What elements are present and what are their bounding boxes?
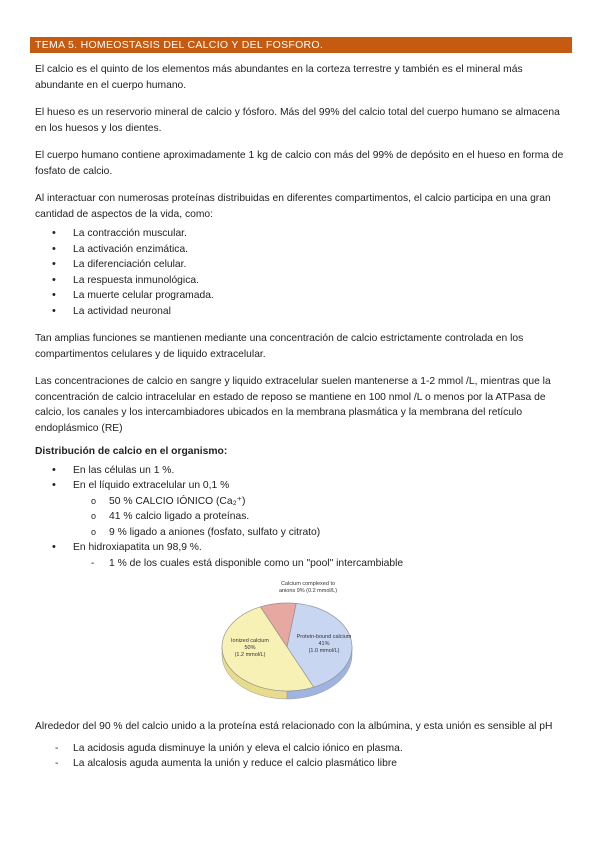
- label-protein-2: 41%: [318, 641, 330, 647]
- paragraph: El hueso es un reservorio mineral de calcio y fósforo. Más del 99% del calcio total del cuerpo humano se almacena en los huesos y los dientes.: [35, 107, 560, 134]
- aspects-list: [35, 226, 567, 319]
- list-item: • En las células un 1 %.: [35, 463, 567, 479]
- label-anion-2: anions 9% (0.2 mmol/L): [278, 588, 338, 594]
- extracellular-sublist: [35, 494, 567, 541]
- label-ionized-2: 50%: [244, 645, 256, 651]
- list-item: - La alcalosis aguda aumenta la unión y reduce el calcio plasmático libre: [35, 756, 567, 772]
- paragraph: Alrededor del 90 % del calcio unido a la proteína está relacionado con la albúmina, y esta unión es sensible al pH: [35, 721, 553, 732]
- label-ionized-3: (1.2 mmol/L): [234, 652, 266, 658]
- list-item: • La respuesta inmunológica.: [35, 273, 567, 289]
- calcium-pie-chart: [35, 577, 567, 707]
- ph-effects-list: [35, 741, 567, 772]
- hydroxy-sublist: [35, 556, 567, 572]
- list-item: - La acidosis aguda disminuye la unión y eleva el calcio iónico en plasma.: [35, 741, 567, 757]
- list-item: • La activación enzimática.: [35, 242, 567, 258]
- pie-svg: [220, 577, 355, 707]
- paragraph: Las concentraciones de calcio en sangre y liquido extracelular suelen mantenerse a 1-2 mmol /L, mientras que la concentración de calcio intracelular en estado de reposo se mantiene en 100 nmol /L o menos por la ATPasa de calcio, los canales y los intercambiadores ubicados en la membrana plasmática y la membrana del retículo endoplásmico (RE): [35, 376, 551, 434]
- label-ionized-1: Ionized calcium: [231, 638, 269, 644]
- document-body: [35, 62, 567, 772]
- list-item: - 1 % de los cuales está disponible como un "pool" intercambiable: [35, 556, 567, 572]
- list-item: o 50 % CALCIO IÓNICO (Ca₂⁺): [35, 494, 567, 510]
- list-item: • En hidroxiapatita un 98,9 %.: [35, 540, 567, 556]
- list-item: o 9 % ligado a aniones (fosfato, sulfato y citrato): [35, 525, 567, 541]
- distribution-list-2: [35, 540, 567, 556]
- paragraph: El cuerpo humano contiene aproximadamente 1 kg de calcio con más del 99% de depósito en el hueso en forma de fosfato de calcio.: [35, 150, 564, 177]
- paragraph: Tan amplias funciones se mantienen mediante una concentración de calcio estrictamente controlada en los compartimentos celulares y de liquido extracelular.: [35, 333, 524, 360]
- label-protein-1: Protein-bound calcium: [296, 634, 352, 640]
- label-protein-3: (1.0 mmol/L): [308, 648, 340, 654]
- label-anion-1: Calcium complexed to: [280, 581, 336, 587]
- list-item: • En el líquido extracelular un 0,1 %: [35, 478, 567, 494]
- list-item: o 41 % calcio ligado a proteínas.: [35, 509, 567, 525]
- distribution-heading: Distribución de calcio en el organismo:: [35, 446, 228, 457]
- list-item: • La contracción muscular.: [35, 226, 567, 242]
- list-item: • La diferenciación celular.: [35, 257, 567, 273]
- paragraph: Al interactuar con numerosas proteínas distribuidas en diferentes compartimentos, el calcio participa en una gran cantidad de aspectos de la vida, como:: [35, 193, 551, 220]
- section-title: TEMA 5. HOMEOSTASIS DEL CALCIO Y DEL FOSFORO.: [30, 37, 572, 53]
- list-item: • La actividad neuronal: [35, 304, 567, 320]
- distribution-list: [35, 463, 567, 494]
- paragraph: El calcio es el quinto de los elementos más abundantes en la corteza terrestre y también es el mineral más abundante en el cuerpo humano.: [35, 64, 523, 91]
- list-item: • La muerte celular programada.: [35, 288, 567, 304]
